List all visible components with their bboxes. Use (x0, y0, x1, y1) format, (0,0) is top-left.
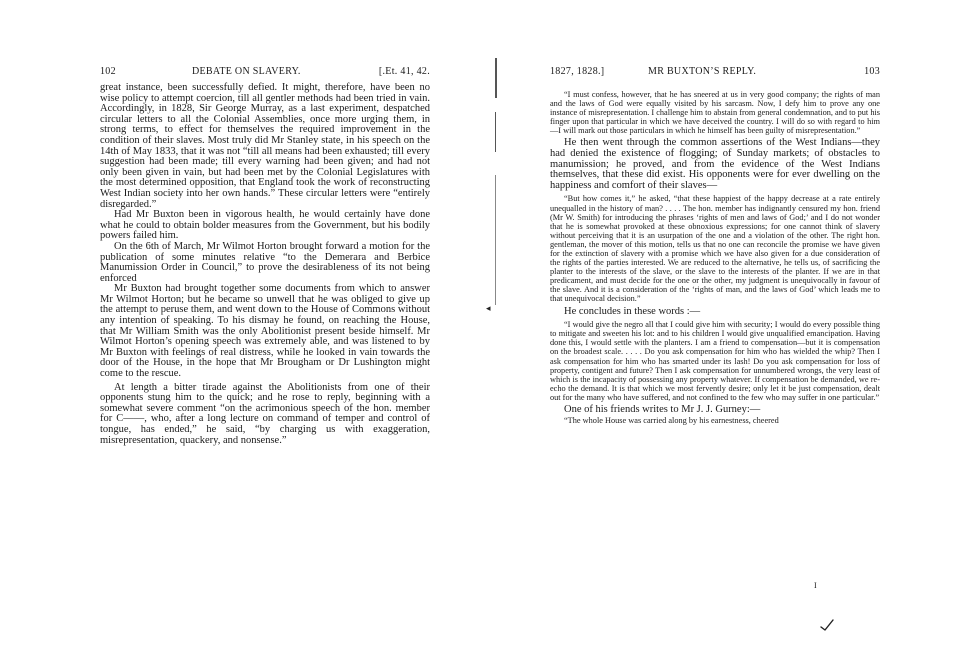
gutter-line (495, 175, 496, 305)
left-body-text (100, 83, 430, 446)
left-page (100, 0, 430, 662)
paragraph: Mr Buxton had brought together some documents from which to answer Mr Wilmot Horton; but he became so unwell that he was obliged to give up the attempt to peruse them, and went down to the House of Commons without any intention of speaking. To his dismay he found, on reaching the House, that Mr William Smith was the only Abolitionist present beside himself. Mr Wilmot Horton’s opening speech was extremely able, and was listened to by Mr Buxton with feelings of real distress, while he looked in vain towards the door of the House, in the hope that Mr Brougham or Dr Lushington might come to the rescue. (100, 283, 430, 380)
right-page (550, 0, 880, 662)
paragraph: He concludes in these words :— (564, 305, 701, 317)
right-running-title: MR BUXTON’S REPLY. (648, 66, 757, 77)
right-running-head (550, 66, 880, 80)
paragraph: He then went through the common assertions of the West Indians—they had denied the existence of flogging; of Sunday markets; of obstacles to manumission; he proved, and from the evidence of the West Indians themselves, that these did exist. His opponents were for ever dwelling on the happiness and comfort of their slaves— (550, 137, 880, 191)
left-running-ref: [.Et. 41, 42. (378, 66, 430, 77)
gutter-line (495, 112, 496, 152)
checkmark-icon (820, 618, 834, 632)
block-quote: “The whole House was carried along by his earnestness, cheered (564, 415, 779, 425)
right-body-text (550, 90, 880, 425)
left-running-head (100, 66, 430, 80)
right-running-ref: 1827, 1828.] (550, 66, 605, 77)
signature-mark: I (814, 581, 817, 590)
paragraph: One of his friends writes to Mr J. J. Gurney:— (564, 404, 761, 415)
gutter-line (495, 58, 497, 98)
paragraph: Had Mr Buxton been in vigorous health, he would certainly have done what he could to obtain bolder measures from the Government, but his bodily powers failed him. (100, 209, 430, 242)
block-quote: “I must confess, however, that he has sneered at us in very good company; the rights of man and the laws of God were equally visited by his sarcasm. Now, I defy him to prove any one instance of misrepresentation. I challenge him to abstain from general condemnation, and to put his finger upon that particular in which we have deceived the country. I will do so with regard to him—I will mark out those particulars in which he himself has been guilty of misrepresentation.” (550, 90, 880, 136)
left-running-title: DEBATE ON SLAVERY. (192, 66, 301, 77)
block-quote: “I would give the negro all that I could give him with security; I would do every possible thing to mitigate and sweeten his lot: and to his children I would give unqualified emancipation. Having done this, I would settle with the planters. I am a friend to compensation—but it is compensation on the broadest scale. . . . . Do you ask compensation for him who has wielded the whip? Then I ask compensation for him who has smarted under its lash! Do you ask compensation for loss of property, contigent and future? Then I ask compensation for unnumbered wrongs, the very least of which is the incapacity of possessing any property whatever. If compensation be demanded, we re-echo the demand. It is that which we most fervently desire; only let it be just compensation, dealt out for the many who have suffered, and not confined to the few who may suffer in one particular.” (550, 320, 880, 402)
paragraph: great instance, been successfully defied. It might, therefore, have been no wise policy to attempt coercion, till all gentler methods had been tried in vain. Accordingly, in 1828, Sir George Murray, as a last experiment, despatched circular letters to all the Colonial Assemblies, once more urging them, in strong terms, to effect for themselves the required improvement in the condition of their slaves. Most truly did Mr Stanley state, in his speech on the 14th of May 1833, that it was not “till all means had been exhausted; till every suggestion had been made; till every warning had been given; and had not only been given in vain, but had been met by the Colonial Legislatures with the most determined opposition, that England took the work of reconstructing West Indian society into her own hands.” These circular letters were “entirely disregarded.” (100, 82, 430, 210)
paragraph: At length a bitter tirade against the Abolitionists from one of their opponents stung him to the quick; and he rose to reply, beginning with a somewhat severe comment “on the acrimonious speech of the hon. member for C——, who, after a long lecture on command of temper and control of tongue, has ended,” he said, “by charging us with exaggeration, misrepresentation, quackery, and nonsense.” (100, 381, 430, 446)
right-page-number: 103 (864, 66, 880, 77)
left-page-number: 102 (100, 66, 116, 77)
gutter-arrow-icon: ◂ (486, 303, 491, 313)
block-quote: “But how comes it,” he asked, “that these happiest of the happy decrease at a rate entirely unequalled in the history of man? . . . . The hon. member has indignantly censured my hon. friend (Mr W. Smith) for introducing the phrases ‘rights of men and laws of God;’ and I do not wonder that he is somewhat provoked at these obnoxious expressions; for one cannot think of slavery without perceiving that it is an usurpation of the one and a violation of the other. The right hon. gentleman, the mover of this motion, tells us that no one can reconcile the promise we have given for the extinction of slavery with a promise which we have also given for a due consideration of the rights of the parties interested. We are reduced to the alternative, he tells us, of sacrificing the planter to the interests of the slave, or the slave to the interests of the planter. If we are in that predicament, and must decide for the one or the other, my judgment is unequivocally in favour of the slave. And it is a consideration of the ‘rights of man, and the laws of God’ which leads me to that unequivocal decision.” (550, 194, 880, 304)
paragraph: On the 6th of March, Mr Wilmot Horton brought forward a motion for the publication of some minutes relative “to the Demerara and Berbice Manumission Order in Council,” to prove the desirableness of its not being enforced (100, 240, 430, 284)
